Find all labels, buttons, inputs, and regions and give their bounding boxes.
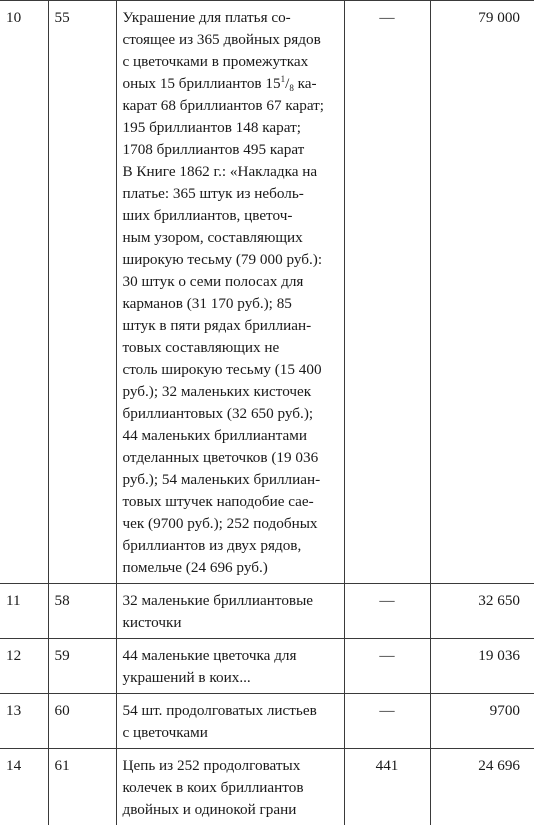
fraction-denominator: 8 (289, 83, 294, 93)
table-row (0, 749, 534, 825)
desc-line: 54 шт. продолговатых листьев (123, 700, 338, 722)
quantity-cell: — (344, 1, 430, 584)
desc-line: товых штучек наподобие сае- (123, 491, 338, 513)
quantity-cell: — (344, 639, 430, 694)
price-cell: 32 650 (430, 584, 534, 639)
desc-line: 195 бриллиантов 148 карат; (123, 117, 338, 139)
item-description (116, 639, 344, 694)
quantity-cell: — (344, 694, 430, 749)
desc-line: руб.); 32 маленьких кисточек (123, 381, 338, 403)
desc-line: кисточки (123, 612, 338, 634)
desc-line: В Книге 1862 г.: «Накладка на (123, 161, 338, 183)
desc-line-tail: ка- (294, 75, 317, 92)
desc-line: бриллиантов из двух рядов, (123, 535, 338, 557)
item-description (116, 694, 344, 749)
desc-line: 30 штук о семи полосах для (123, 271, 338, 293)
desc-line: карат 68 бриллиантов 67 карат; (123, 95, 338, 117)
desc-line-text: оных 15 бриллиантов 15 (123, 75, 281, 92)
page-number: 59 (48, 639, 116, 694)
desc-line: широкую тесьму (79 000 руб.): (123, 249, 338, 271)
desc-line: чек (9700 руб.); 252 подобных (123, 513, 338, 535)
price-cell: 79 000 (430, 1, 534, 584)
row-number: 14 (0, 749, 48, 825)
desc-line: ным узором, составляющих (123, 227, 338, 249)
desc-line: стоящее из 365 двойных рядов (123, 29, 338, 51)
page-number: 55 (48, 1, 116, 584)
row-number: 10 (0, 1, 48, 584)
desc-line: колечек в коих бриллиантов (123, 777, 338, 799)
desc-line: с цветочками (123, 722, 338, 744)
fraction-numerator: 1 (281, 74, 286, 84)
desc-line: с цветочками в промежутках (123, 51, 338, 73)
row-number: 13 (0, 694, 48, 749)
quantity-cell: 441 (344, 749, 430, 825)
desc-line: бриллиантовых (32 650 руб.); (123, 403, 338, 425)
desc-line: товых составляющих не (123, 337, 338, 359)
desc-line: штук в пяти рядах бриллиан- (123, 315, 338, 337)
desc-line: 44 маленькие цветочка для (123, 645, 338, 667)
item-description (116, 1, 344, 584)
page-number: 61 (48, 749, 116, 825)
page-number: 58 (48, 584, 116, 639)
desc-line: карманов (31 170 руб.); 85 (123, 293, 338, 315)
price-cell: 19 036 (430, 639, 534, 694)
desc-line: Украшение для платья со- (123, 7, 338, 29)
table-row (0, 639, 534, 694)
price-cell: 9700 (430, 694, 534, 749)
desc-line-fraction: оных 15 бриллиантов $15^1/_8$ ка- (123, 73, 338, 95)
desc-line: 1708 бриллиантов 495 карат (123, 139, 338, 161)
desc-line: столь широкую тесьму (15 400 (123, 359, 338, 381)
desc-line: украшений в коих... (123, 667, 338, 689)
desc-line: Цепь из 252 продолговатых (123, 755, 338, 777)
quantity-cell: — (344, 584, 430, 639)
item-description (116, 749, 344, 825)
desc-line: отделанных цветочков (19 036 (123, 447, 338, 469)
item-description (116, 584, 344, 639)
desc-line: 44 маленьких бриллиантами (123, 425, 338, 447)
row-number: 12 (0, 639, 48, 694)
row-number: 11 (0, 584, 48, 639)
desc-line: помельче (24 696 руб.) (123, 557, 338, 579)
price-cell: 24 696 (430, 749, 534, 825)
desc-line: руб.); 54 маленьких бриллиан- (123, 469, 338, 491)
page-number: 60 (48, 694, 116, 749)
desc-line: двойных и одинокой грани (123, 799, 338, 821)
desc-line: ших бриллиантов, цветоч- (123, 205, 338, 227)
desc-line: 32 маленькие бриллиантовые (123, 590, 338, 612)
desc-line: платье: 365 штук из неболь- (123, 183, 338, 205)
table-row (0, 1, 534, 584)
table-row (0, 694, 534, 749)
table-row (0, 584, 534, 639)
